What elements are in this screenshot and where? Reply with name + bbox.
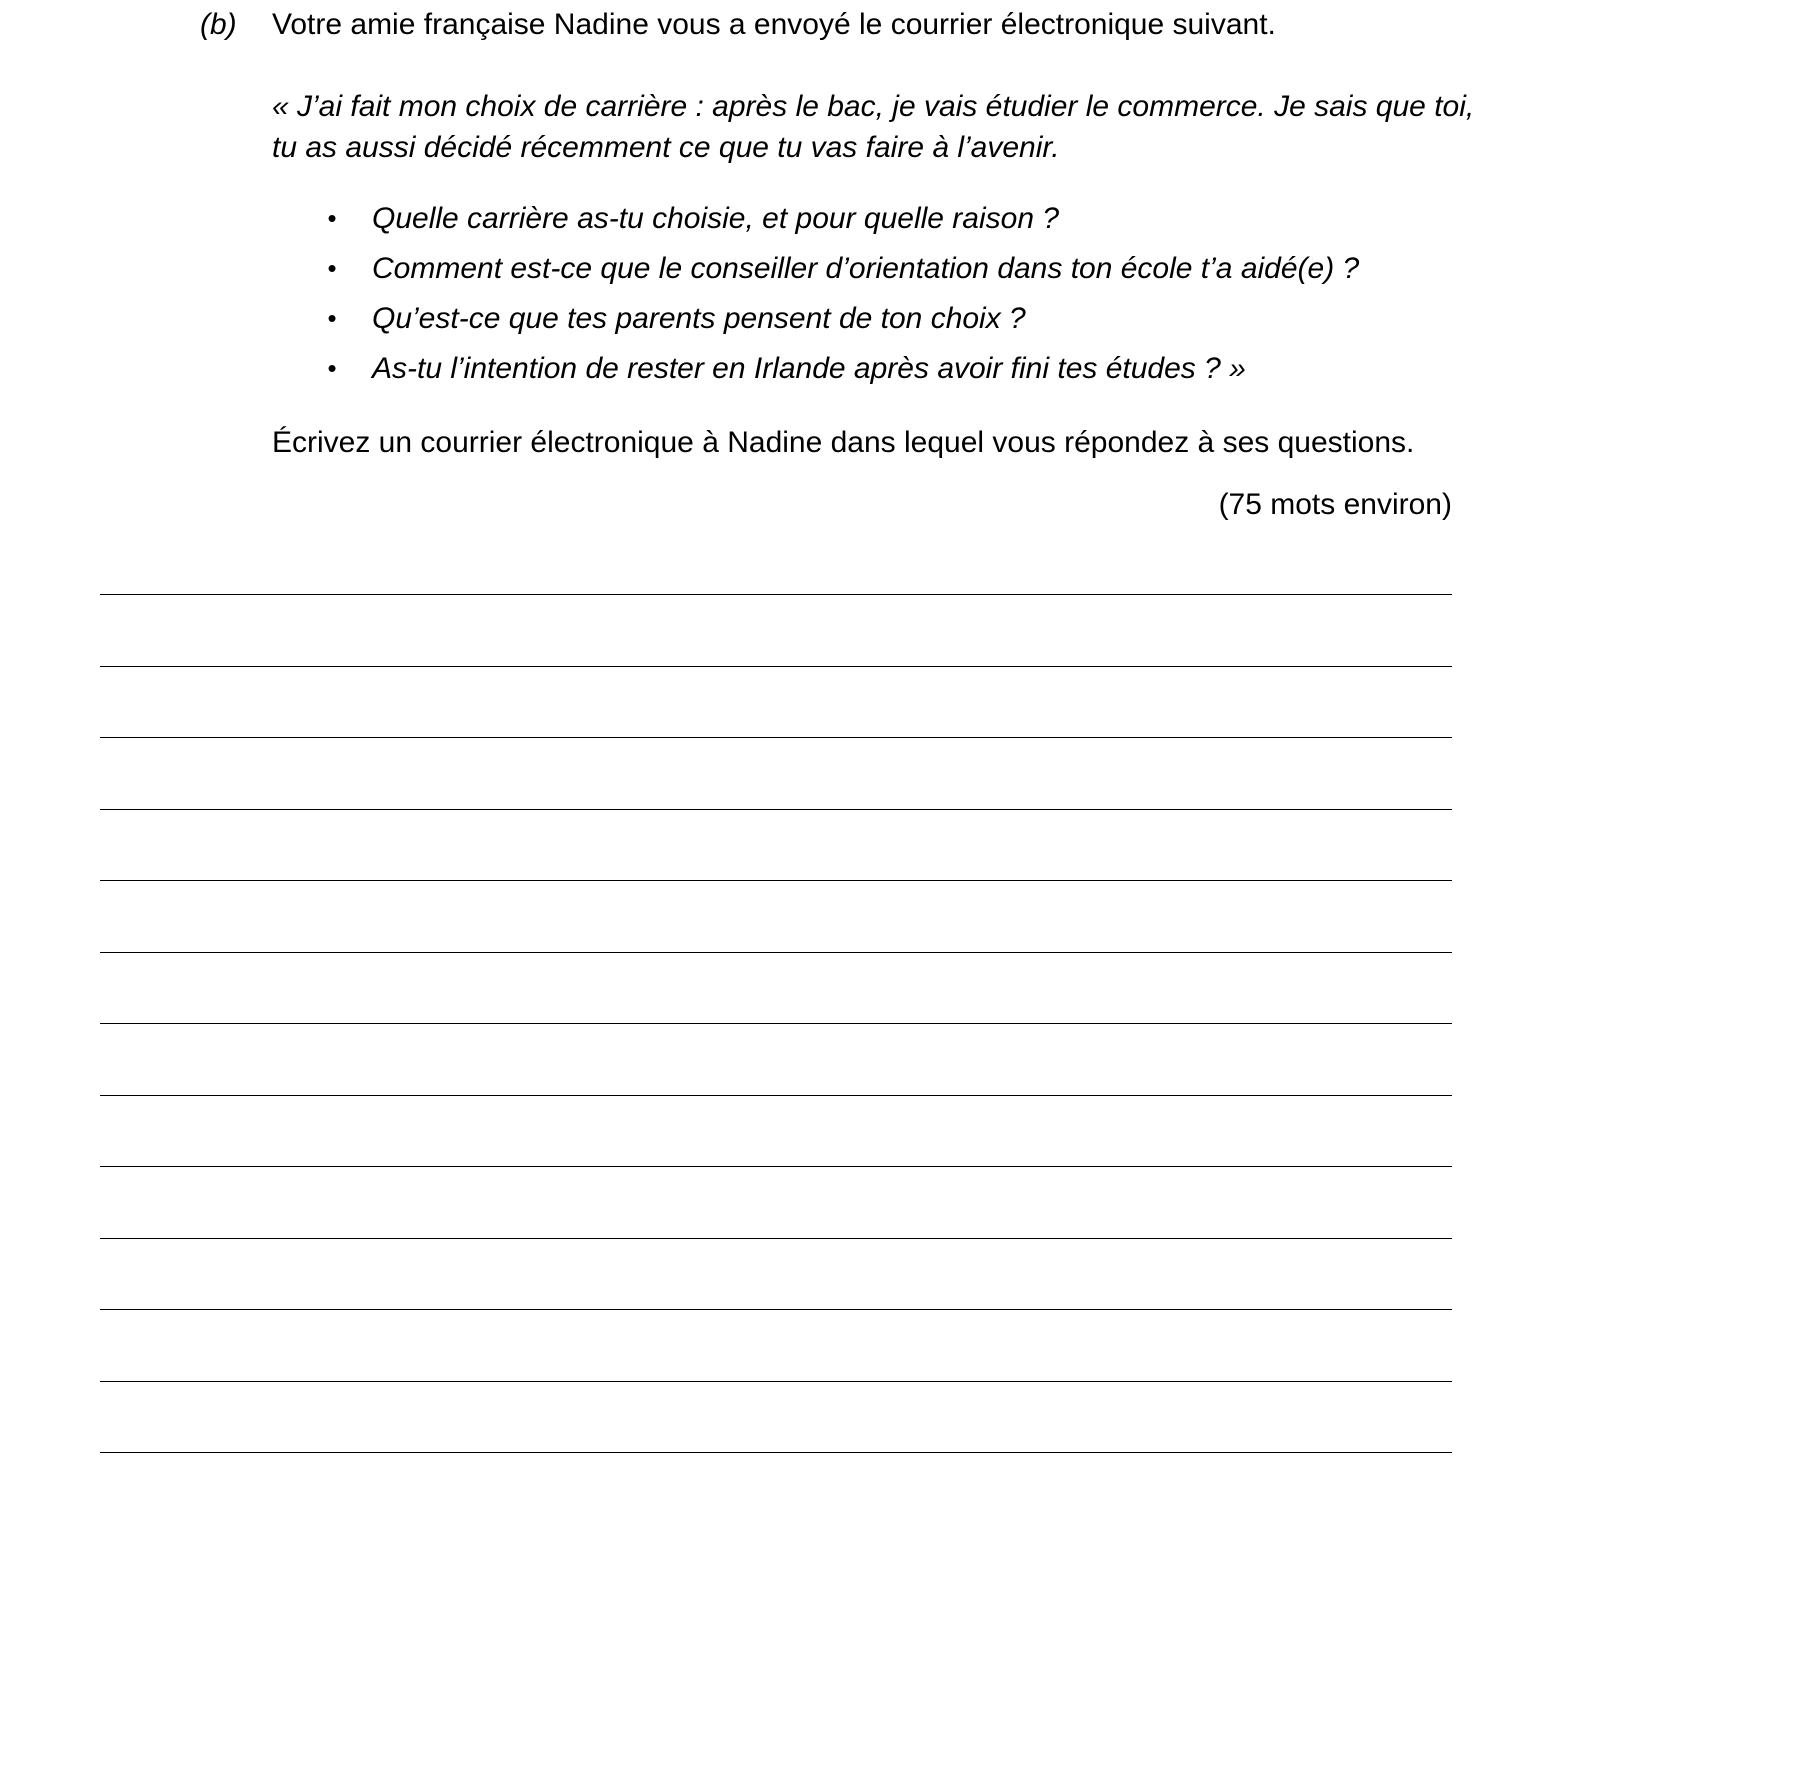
list-item bbox=[318, 300, 1478, 337]
answer-line[interactable] bbox=[100, 1309, 1452, 1310]
answer-line[interactable] bbox=[100, 809, 1452, 810]
word-count-note: (75 mots environ) bbox=[1218, 488, 1452, 521]
answer-line[interactable] bbox=[100, 594, 1452, 595]
answer-line[interactable] bbox=[100, 952, 1452, 953]
answer-lines-area[interactable] bbox=[100, 594, 1452, 1524]
quote-line-1: « J’ai fait mon choix de carrière : après le bac, je vais étudier le commerce. Je sais que toi, bbox=[272, 90, 1475, 123]
bullet-text: Comment est-ce que le conseiller d’orientation dans ton école t’a aidé(e) ? bbox=[372, 252, 1360, 285]
bullet-dot-icon: • bbox=[327, 303, 337, 333]
email-quote-block bbox=[272, 86, 1475, 168]
quote-line-2: tu as aussi décidé récemment ce que tu vas faire à l’avenir. bbox=[272, 131, 1060, 164]
answer-line[interactable] bbox=[100, 880, 1452, 881]
bullet-text: As-tu l’intention de rester en Irlande après avoir fini tes études ? » bbox=[372, 352, 1246, 385]
bullet-text: Qu’est-ce que tes parents pensent de ton choix ? bbox=[372, 302, 1026, 335]
question-bullet-list bbox=[318, 200, 1478, 400]
list-item bbox=[318, 350, 1478, 387]
task-instruction: Écrivez un courrier électronique à Nadine dans lequel vous répondez à ses questions. bbox=[272, 426, 1415, 459]
bullet-dot-icon: • bbox=[327, 353, 337, 383]
answer-line[interactable] bbox=[100, 1381, 1452, 1382]
bullet-dot-icon: • bbox=[327, 203, 337, 233]
answer-line[interactable] bbox=[100, 1023, 1452, 1024]
list-item bbox=[318, 250, 1478, 287]
answer-line[interactable] bbox=[100, 666, 1452, 667]
answer-line[interactable] bbox=[100, 1238, 1452, 1239]
part-label: (b) bbox=[200, 8, 237, 41]
answer-line[interactable] bbox=[100, 737, 1452, 738]
bullet-text: Quelle carrière as-tu choisie, et pour quelle raison ? bbox=[372, 202, 1060, 235]
answer-line[interactable] bbox=[100, 1166, 1452, 1167]
question-intro-text: Votre amie française Nadine vous a envoyé le courrier électronique suivant. bbox=[272, 8, 1276, 41]
list-item bbox=[318, 200, 1478, 237]
bullet-dot-icon: • bbox=[327, 253, 337, 283]
question-intro-row bbox=[200, 6, 1500, 44]
answer-line[interactable] bbox=[100, 1095, 1452, 1096]
answer-line[interactable] bbox=[100, 1452, 1452, 1453]
